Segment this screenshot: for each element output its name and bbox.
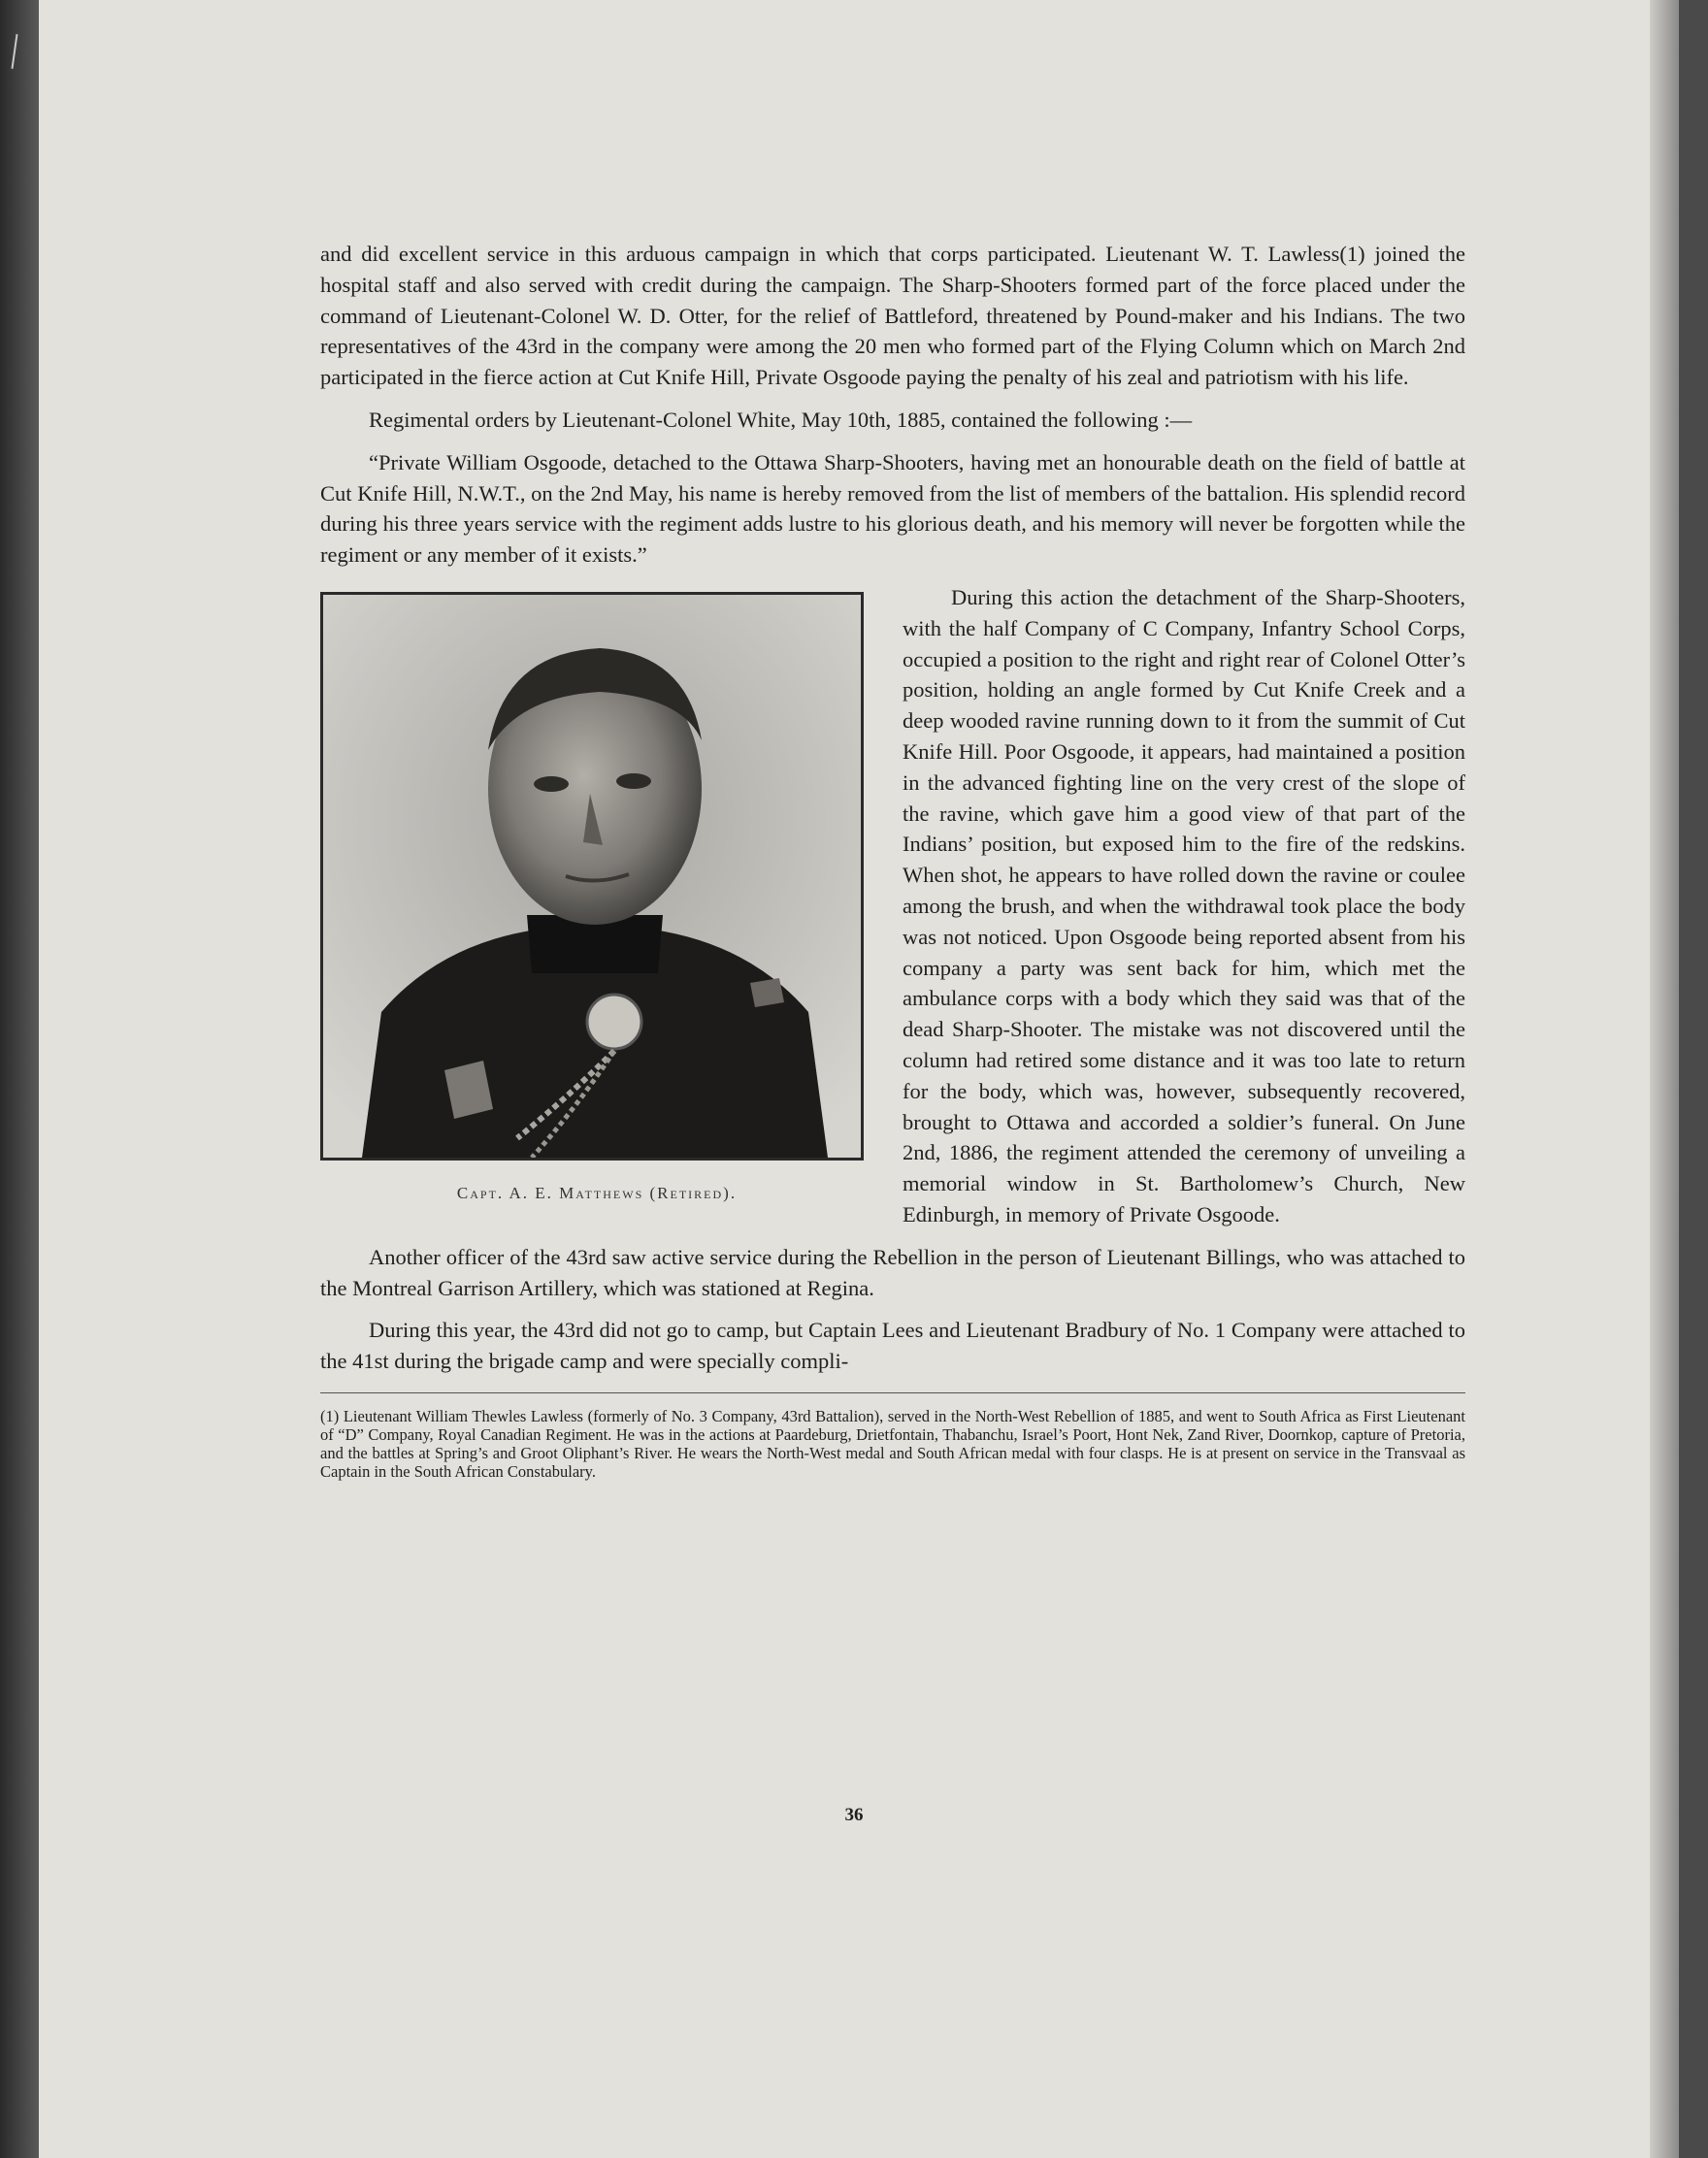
page-number: 36 <box>844 1805 864 1825</box>
footnote-divider <box>320 1392 1465 1393</box>
book-spine <box>0 0 39 2158</box>
paragraph-1: and did excellent service in this arduous campaign in which that corps participated. Lieutenant W. T. Lawless(1) joined the hospital staff and also served with credit during the campaign. The Sharp-Shooters formed part of the force placed under the command of Lieutenant-Colonel W. D. Otter, for the relief of Battleford, threatened by Pound-maker and his Indians. The two representatives of the 43rd in the company were among the 20 men who formed part of the Flying Column which on March 2nd participated in the fierce action at Cut Knife Hill, Private Osgoode paying the penalty of his zeal and patriotism with his life. <box>320 242 1465 390</box>
paragraph-action: During this action the detachment of the Sharp-Shooters, with the half Company of C Company, Infantry School Corps, occupied a position to the right and right rear of Colonel Otter’s position, holding an angle formed by Cut Knife Creek and a deep wooded ravine running down to it from the summit of Cut Knife Hill. Poor Osgoode, it appears, had maintained a position in the advanced fighting line on the very crest of the slope of the ravine, which gave him a good view of that part of the Indians’ position, but exposed him to the fire of the redskins. When shot, he appears to have rolled down the ravine or coulee among the brush, and when the withdrawal took place the body was not noticed. Upon Osgoode being reported absent from his company a party was sent back for him, which met the ambulance corps with a body which they said was that of the dead Sharp-Shooter. The mistake was not discovered until the column had retired some distance and it was too late to return for the body, which was, however, subsequently recovered, brought to Ottawa and accorded a soldier’s funeral. On June 2nd, 1886, the regiment attended the ceremony of unveiling a memorial window in St. Bartholomew’s Church, New Edinburgh, in memory of Private Osgoode. <box>903 584 1465 1226</box>
paragraph-billings: Another officer of the 43rd saw active service during the Rebellion in the person of Lieutenant Billings, who was attached to the Montreal Garrison Artillery, which was stationed at Regina. <box>320 1244 1465 1300</box>
paragraph-quote: “Private William Osgoode, detached to the Ottawa Sharp-Shooters, having met an honourable death on the field of battle at Cut Knife Hill, N.W.T., on the 2nd May, his name is hereby removed from the list of members of the battalion. His splendid record during his three years service with the regiment adds lustre to his glorious death, and his memory will never be forgotten while the regiment or any member of it exists.” <box>320 449 1465 568</box>
page-content <box>320 239 1465 1481</box>
page-edge <box>1650 0 1679 2158</box>
paragraph-regimental-orders: Regimental orders by Lieutenant-Colonel White, May 10th, 1885, contained the following :— <box>369 407 1193 432</box>
portrait-illustration <box>323 595 861 1158</box>
paragraph-camp: During this year, the 43rd did not go to camp, but Captain Lees and Lieutenant Bradbury of No. 1 Company were attached to the 41st during the brigade camp and were specially compli- <box>320 1318 1465 1374</box>
footnote: (1) Lieutenant William Thewles Lawless (formerly of No. 3 Company, 43rd Battalion), served in the North-West Rebellion of 1885, and went to South Africa as First Lieutenant of “D” Company, Royal Canadian Regiment. He was in the actions at Paardeburg, Drietfontain, Thabanchu, Israel’s Poort, Hont Nek, Zand River, Doornkop, capture of Pretoria, and the battles at Spring’s and Groot Oliphant’s River. He wears the North-West medal and South African medal with four clasps. He is at present on service in the Transvaal as Captain in the South African Constabulary. <box>320 1406 1465 1481</box>
portrait-caption: Capt. A. E. Matthews (Retired). <box>456 1183 738 1202</box>
portrait-photo <box>320 592 864 1161</box>
portrait-figure <box>320 592 873 1209</box>
